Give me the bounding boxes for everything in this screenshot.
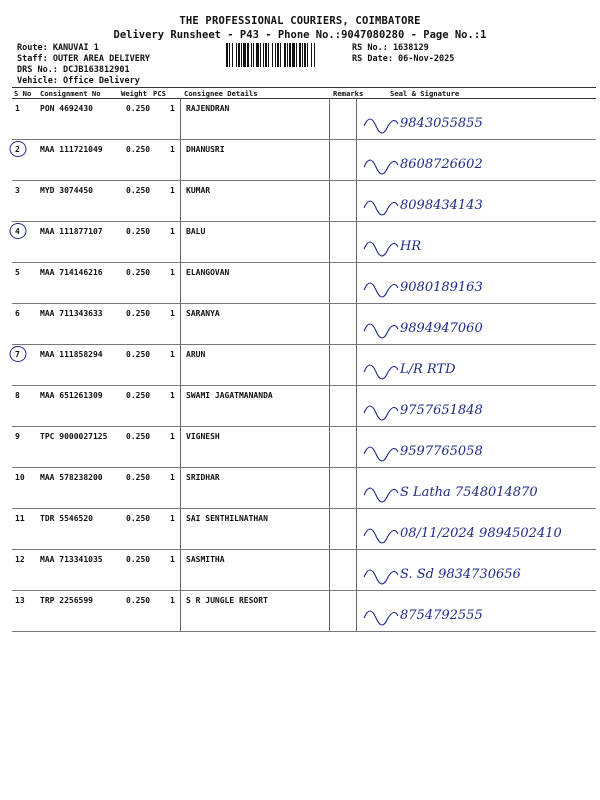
row-divider	[12, 221, 596, 222]
consignee-column-divider	[180, 98, 181, 632]
row-pieces: 1	[170, 555, 175, 564]
handwritten-phone-number: S. Sd 9834730656	[400, 567, 521, 582]
col-header-remarks: Remarks	[333, 89, 364, 98]
handwritten-phone-number: L/R RTD	[400, 362, 456, 377]
col-header-weight: Weight	[121, 89, 147, 98]
row-serial-number: 9	[15, 432, 20, 441]
row-divider	[12, 262, 596, 263]
handwritten-phone-number: 9080189163	[400, 280, 483, 295]
remarks-column-divider	[329, 98, 330, 632]
row-consignee-name: KUMAR	[186, 186, 211, 195]
row-divider	[12, 303, 596, 304]
row-divider	[12, 385, 596, 386]
handwritten-phone-number: 8608726602	[400, 157, 483, 172]
row-weight: 0.250	[126, 432, 151, 441]
row-consignee-name: SASMITHA	[186, 555, 225, 564]
handwritten-phone-number: 9894947060	[400, 321, 483, 336]
col-header-sno: S No	[14, 89, 32, 98]
row-serial-number: 10	[15, 473, 25, 482]
handwritten-phone-number: 9843055855	[400, 116, 483, 131]
row-consignee-name: SAI SENTHILNATHAN	[186, 514, 268, 523]
row-consignee-name: ELANGOVAN	[186, 268, 230, 277]
handwritten-phone-number: 8098434143	[400, 198, 483, 213]
row-consignment-number: MAA 651261309	[40, 391, 103, 400]
row-pieces: 1	[170, 309, 175, 318]
row-consignee-name: S R JUNGLE RESORT	[186, 596, 268, 605]
row-weight: 0.250	[126, 186, 151, 195]
row-divider	[12, 631, 596, 632]
row-consignment-number: MAA 713341035	[40, 555, 103, 564]
handwritten-signature	[356, 182, 596, 220]
row-weight: 0.250	[126, 104, 151, 113]
row-consignee-name: DHANUSRI	[186, 145, 225, 154]
row-consignment-number: MAA 111877107	[40, 227, 103, 236]
row-pieces: 1	[170, 350, 175, 359]
row-consignee-name: ARUN	[186, 350, 206, 359]
handwritten-signature	[356, 469, 596, 507]
row-consignment-number: TDR 5546520	[40, 514, 93, 523]
col-header-consignee: Consignee Details	[184, 89, 258, 98]
row-serial-number: 4	[15, 227, 20, 236]
handwritten-phone-number: S Latha 7548014870	[400, 485, 538, 500]
handwritten-phone-number: 8754792555	[400, 608, 483, 623]
row-serial-number: 12	[15, 555, 25, 564]
rs-date: RS Date: 06-Nov-2025	[352, 54, 455, 64]
handwritten-phone-number: 9597765058	[400, 444, 483, 459]
rs-number: RS No.: 1638129	[352, 43, 429, 53]
row-weight: 0.250	[126, 268, 151, 277]
row-pieces: 1	[170, 145, 175, 154]
row-divider	[12, 590, 596, 591]
row-weight: 0.250	[126, 555, 151, 564]
row-serial-number: 8	[15, 391, 20, 400]
row-consignee-name: BALU	[186, 227, 206, 236]
table-top-rule	[12, 87, 596, 88]
handwritten-signature	[356, 100, 596, 138]
row-serial-number: 13	[15, 596, 25, 605]
col-header-seal: Seal & Signature	[390, 89, 460, 98]
handwritten-signature	[356, 551, 596, 589]
row-pieces: 1	[170, 596, 175, 605]
row-weight: 0.250	[126, 309, 151, 318]
barcode-image	[226, 43, 348, 67]
row-weight: 0.250	[126, 227, 151, 236]
row-weight: 0.250	[126, 514, 151, 523]
row-divider	[12, 426, 596, 427]
row-serial-number: 1	[15, 104, 20, 113]
row-serial-number: 2	[15, 145, 20, 154]
handwritten-signature	[356, 346, 596, 384]
row-pieces: 1	[170, 268, 175, 277]
handwritten-signature	[356, 510, 596, 548]
row-weight: 0.250	[126, 145, 151, 154]
route-label: Route: KANUVAI 1	[17, 43, 99, 53]
runsheet-title: Delivery Runsheet - P43 - Phone No.:9047080280 - Page No.:1	[113, 29, 487, 41]
row-consignment-number: MAA 111858294	[40, 350, 103, 359]
handwritten-signature	[356, 428, 596, 466]
row-consignment-number: MAA 711343633	[40, 309, 103, 318]
row-pieces: 1	[170, 514, 175, 523]
handwritten-circle-mark	[8, 345, 28, 367]
row-consignment-number: PON 4692430	[40, 104, 93, 113]
handwritten-signature	[356, 592, 596, 630]
handwritten-phone-number: 08/11/2024 9894502410	[400, 526, 562, 541]
handwritten-signature	[356, 387, 596, 425]
handwritten-signature	[356, 305, 596, 343]
row-serial-number: 11	[15, 514, 25, 523]
row-consignment-number: MYD 3074450	[40, 186, 93, 195]
row-consignee-name: RAJENDRAN	[186, 104, 230, 113]
row-divider	[12, 508, 596, 509]
handwritten-signature	[356, 223, 596, 261]
row-divider	[12, 139, 596, 140]
row-consignment-number: MAA 111721049	[40, 145, 103, 154]
row-serial-number: 5	[15, 268, 20, 277]
row-consignment-number: TRP 2256599	[40, 596, 93, 605]
staff-label: Staff: OUTER AREA DELIVERY	[17, 54, 151, 64]
header-bottom-rule	[12, 98, 596, 99]
row-consignee-name: SARANYA	[186, 309, 220, 318]
row-weight: 0.250	[126, 350, 151, 359]
handwritten-circle-mark	[8, 222, 28, 244]
row-weight: 0.250	[126, 596, 151, 605]
row-pieces: 1	[170, 432, 175, 441]
row-weight: 0.250	[126, 473, 151, 482]
row-divider	[12, 344, 596, 345]
row-consignment-number: MAA 578238200	[40, 473, 103, 482]
company-title: THE PROFESSIONAL COURIERS, COIMBATORE	[179, 15, 421, 27]
row-consignee-name: SWAMI JAGATMANANDA	[186, 391, 273, 400]
handwritten-signature	[356, 141, 596, 179]
vehicle-label: Vehicle: Office Delivery	[17, 76, 140, 86]
row-consignment-number: MAA 714146216	[40, 268, 103, 277]
row-consignee-name: SRIDHAR	[186, 473, 220, 482]
handwritten-phone-number: HR	[400, 239, 422, 254]
row-pieces: 1	[170, 473, 175, 482]
col-header-consignment: Consignment No	[40, 89, 101, 98]
row-weight: 0.250	[126, 391, 151, 400]
row-serial-number: 3	[15, 186, 20, 195]
row-serial-number: 6	[15, 309, 20, 318]
handwritten-circle-mark	[8, 140, 28, 162]
row-serial-number: 7	[15, 350, 20, 359]
row-pieces: 1	[170, 391, 175, 400]
col-header-pcs: PCS	[153, 89, 166, 98]
handwritten-signature	[356, 264, 596, 302]
row-divider	[12, 180, 596, 181]
row-pieces: 1	[170, 104, 175, 113]
drs-label: DRS No.: DCJB163812901	[17, 65, 130, 75]
row-divider	[12, 467, 596, 468]
row-pieces: 1	[170, 186, 175, 195]
handwritten-phone-number: 9757651848	[400, 403, 483, 418]
row-pieces: 1	[170, 227, 175, 236]
row-divider	[12, 549, 596, 550]
row-consignee-name: VIGNESH	[186, 432, 220, 441]
row-consignment-number: TPC 9000027125	[40, 432, 108, 441]
